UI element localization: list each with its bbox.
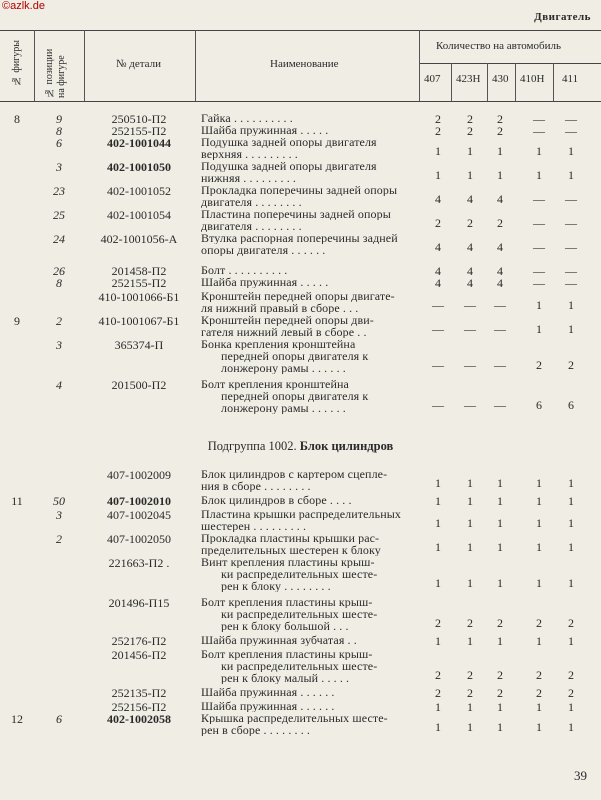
part-name [201,508,417,532]
position-number: 2 [56,532,62,546]
quantity-cell: 1 [435,720,441,734]
quantity-cell: 1 [568,720,574,734]
part-name-line: пределительных шестерен к блоку [201,544,381,556]
part-number: 201500-П2 [111,378,167,392]
part-name-line: Шайба пружинная . . . . . . [201,700,335,712]
part-name-line: Шайба пружинная . . . . . [201,124,329,136]
subgroup-heading [0,439,601,454]
part-name-line: Прокладка поперечины задней опоры [201,184,398,196]
position-number: 50 [53,494,65,508]
quantity-cell: 1 [467,516,473,530]
part-name-line: двигателя . . . . . . . . [201,196,302,208]
quantity-cell: 2 [497,668,503,682]
header-model: 410Н [520,73,545,85]
part-name [201,276,417,288]
quantity-cell: 1 [497,634,503,648]
quantity-cell: — [565,216,577,230]
section-title: Двигатель [534,11,591,23]
quantity-cell: 1 [435,634,441,648]
quantity-cell: 4 [467,264,473,278]
position-number: 9 [56,112,62,126]
quantity-cell: — [533,216,545,230]
part-name-line: лонжерону рамы . . . . . . [221,402,346,414]
quantity-cell: 1 [568,540,574,554]
part-name-line: Кронштейн передней опоры двигате- [201,290,395,302]
part-number: 252176-П2 [111,634,167,648]
position-number: 8 [56,124,62,138]
part-number: 410-1001067-Б1 [98,314,180,328]
col-divider [34,30,35,101]
part-name [201,290,417,314]
col-divider [515,63,516,101]
part-name-line: Блок цилиндров с картером сцепле- [201,468,388,480]
part-name [201,494,417,506]
quantity-cell: 1 [536,700,542,714]
quantity-cell: 1 [435,516,441,530]
quantity-cell: 1 [497,476,503,490]
part-number: 250510-П2 [111,112,167,126]
quantity-cell: 4 [497,264,503,278]
part-number: 402-1002058 [107,712,171,726]
figure-number: 11 [11,494,23,508]
quantity-cell: 4 [467,240,473,254]
quantity-cell: — [565,124,577,138]
quantity-cell: 4 [497,192,503,206]
quantity-cell: 1 [536,168,542,182]
quantity-cell: 1 [568,700,574,714]
part-name-line: Шайба пружинная зубчатая . . [201,634,357,646]
quantity-cell: 1 [568,634,574,648]
quantity-cell: — [432,358,444,372]
quantity-cell: 2 [568,358,574,372]
part-number: 252155-П2 [111,276,167,290]
position-number: 6 [56,136,62,150]
quantity-cell: 1 [435,540,441,554]
quantity-cell: 1 [435,494,441,508]
quantity-cell: 2 [536,686,542,700]
part-number: 410-1001066-Б1 [98,290,180,304]
quantity-cell: 2 [497,686,503,700]
quantity-cell: — [565,240,577,254]
quantity-cell: 1 [536,576,542,590]
position-number: 3 [56,508,62,522]
part-name-line: Прокладка пластины крышки рас- [201,532,380,544]
quantity-cell: 1 [568,322,574,336]
quantity-cell: 4 [467,192,473,206]
watermark: ©azlk.de [2,0,45,12]
quantity-cell: 2 [435,112,441,126]
header-top-rule [0,30,601,31]
part-name-line: Болт крепления кронштейна [201,378,349,390]
position-number: 2 [56,314,62,328]
part-name [201,232,417,256]
quantity-cell: — [565,264,577,278]
header-bottom-rule [0,101,601,102]
quantity-cell: 1 [497,700,503,714]
quantity-cell: 2 [568,686,574,700]
quantity-cell: 2 [536,668,542,682]
part-number: 407-1002009 [107,468,171,482]
quantity-cell: 1 [435,700,441,714]
position-number: 6 [56,712,62,726]
part-name [201,124,417,136]
part-name [201,532,417,556]
col-divider [553,63,554,101]
part-number: 365374-П [114,338,164,352]
col-divider [195,30,196,101]
part-name-line: Втулка распорная поперечины задней [201,232,398,244]
part-number: 402-1001052 [107,184,171,198]
part-name [201,314,417,338]
quantity-cell: — [533,264,545,278]
quantity-cell: 4 [467,276,473,290]
quantity-cell: 1 [568,476,574,490]
part-name-line: ки распределительных шесте- [221,660,378,672]
quantity-cell: 1 [536,720,542,734]
quantity-cell: 1 [536,298,542,312]
part-name-line: Шайба пружинная . . . . . [201,276,329,288]
quantity-cell: — [533,192,545,206]
quantity-cell: 4 [497,240,503,254]
header-name: Наименование [270,58,339,70]
part-name [201,136,417,160]
part-name [201,264,417,276]
quantity-cell: 2 [497,112,503,126]
quantity-cell: 1 [497,516,503,530]
part-number: 402-1001044 [107,136,171,150]
figure-number: 9 [14,314,20,328]
quantity-cell: 1 [497,540,503,554]
quantity-cell: 2 [435,216,441,230]
quantity-cell: 1 [497,144,503,158]
quantity-cell: 1 [536,144,542,158]
part-number: 252135-П2 [111,686,167,700]
part-number: 407-1002045 [107,508,171,522]
quantity-cell: — [464,322,476,336]
quantity-cell: 1 [568,298,574,312]
quantity-cell: 1 [568,494,574,508]
quantity-cell: 4 [435,276,441,290]
quantity-cell: — [494,322,506,336]
quantity-cell: 1 [467,576,473,590]
quantity-cell: 1 [435,576,441,590]
part-name-line: Крышка распределительных шесте- [201,712,388,724]
part-name-line: передней опоры двигателя к [221,350,369,362]
quantity-cell: 2 [467,124,473,138]
part-name [201,468,417,492]
part-name-line: рен к блоку малый . . . . . [221,672,350,684]
quantity-cell: 4 [435,264,441,278]
header-model: 407 [424,73,441,85]
quantity-cell: 1 [435,168,441,182]
quantity-cell: — [432,322,444,336]
quantity-cell: 2 [435,668,441,682]
quantity-cell: — [464,358,476,372]
col-divider [451,63,452,101]
quantity-cell: 1 [536,634,542,648]
part-name [201,556,417,592]
part-name [201,686,417,698]
quantity-cell: — [533,112,545,126]
part-number: 407-1002010 [107,494,171,508]
quantity-cell: — [565,192,577,206]
quantity-cell: 1 [497,576,503,590]
position-number: 23 [53,184,65,198]
quantity-cell: 1 [536,494,542,508]
quantity-cell: 2 [568,616,574,630]
figure-number: 8 [14,112,20,126]
quantity-cell: 2 [497,216,503,230]
position-number: 3 [56,160,62,174]
quantity-cell: 1 [536,516,542,530]
quantity-cell: 2 [435,124,441,138]
quantity-cell: 1 [467,144,473,158]
part-name [201,160,417,184]
quantity-cell: 2 [435,616,441,630]
quantity-cell: 2 [467,668,473,682]
page-number: 39 [574,768,587,783]
part-name-line: лонжерону рамы . . . . . . [221,362,346,374]
part-number: 221663-П2 . [108,556,170,570]
quantity-cell: 1 [467,494,473,508]
quantity-cell: — [432,398,444,412]
part-name-line: Болт . . . . . . . . . . [201,264,288,276]
subgroup-title: Блок цилиндров [299,439,394,453]
part-name-line: Бонка крепления кронштейна [201,338,356,350]
part-name-line: Гайка . . . . . . . . . . [201,112,293,124]
quantity-cell: 1 [467,700,473,714]
part-name [201,712,417,736]
part-name-line: Кронштейн передней опоры дви- [201,314,374,326]
quantity-cell: — [494,398,506,412]
col-divider [487,63,488,101]
position-number: 3 [56,338,62,352]
part-name-line: Блок цилиндров в сборе . . . . [201,494,352,506]
part-name [201,378,417,414]
quantity-cell: 6 [568,398,574,412]
part-name [201,596,417,632]
quantity-cell: 1 [467,476,473,490]
quantity-cell: 2 [497,616,503,630]
part-name-line: рен к блоку . . . . . . . . [221,580,331,592]
part-name [201,208,417,232]
quantity-cell: — [533,124,545,138]
position-number: 24 [53,232,65,246]
part-name-line: Подушка задней опоры двигателя [201,136,377,148]
part-number: 402-1001050 [107,160,171,174]
part-name [201,338,417,374]
quantity-cell: 1 [497,720,503,734]
part-name-line: Пластина крышки распределительных [201,508,402,520]
quantity-cell: 2 [568,668,574,682]
quantity-cell: — [494,358,506,372]
part-name-line: гателя нижний левый в сборе . . [201,326,367,338]
header-fig: № фигуры [11,40,22,87]
part-name-line: Болт крепления пластины крыш- [201,596,373,608]
part-name-line: Шайба пружинная . . . . . . [201,686,335,698]
part-name [201,700,417,712]
part-name-line: ки распределительных шесте- [221,608,378,620]
part-number: 402-1001056-А [100,232,178,246]
figure-number: 12 [11,712,23,726]
quantity-cell: 1 [467,540,473,554]
part-name-line: Болт крепления пластины крыш- [201,648,373,660]
quantity-cell: — [494,298,506,312]
part-name-line: верхняя . . . . . . . . . [201,148,298,160]
quantity-cell: 2 [467,686,473,700]
header-model: 411 [562,73,579,85]
quantity-cell: — [533,240,545,254]
part-number: 201458-П2 [111,264,167,278]
quantity-cell: 1 [568,168,574,182]
header-model: 423Н [456,73,481,85]
part-name-line: ки распределительных шесте- [221,568,378,580]
position-number: 25 [53,208,65,222]
quantity-cell: 1 [536,476,542,490]
quantity-cell: 6 [536,398,542,412]
part-name [201,648,417,684]
position-number: 26 [53,264,65,278]
quantity-cell: 4 [435,192,441,206]
part-number: 201496-П15 [108,596,170,610]
quantity-cell: 1 [568,576,574,590]
quantity-cell: 1 [467,720,473,734]
quantity-cell: 1 [467,168,473,182]
part-name-line: Подушка задней опоры двигателя [201,160,377,172]
part-name-line: рен в сборе . . . . . . . . [201,724,311,736]
quantity-cell: — [565,112,577,126]
quantity-cell: 1 [568,144,574,158]
quantity-cell: 1 [467,634,473,648]
quantity-cell: 4 [435,240,441,254]
qty-divider [419,63,601,64]
quantity-cell: — [464,398,476,412]
quantity-cell: — [565,276,577,290]
part-number: 402-1001054 [107,208,171,222]
position-number: 4 [56,378,62,392]
quantity-cell: 2 [536,358,542,372]
header-model: 430 [492,73,509,85]
part-number: 407-1002050 [107,532,171,546]
part-name-line: опоры двигателя . . . . . . [201,244,326,256]
part-name [201,112,417,124]
quantity-cell: 1 [536,540,542,554]
part-name-line: рен к блоку большой . . . [221,620,349,632]
part-name-line: ния в сборе . . . . . . . . [201,480,311,492]
quantity-cell: 1 [497,168,503,182]
part-name-line: шестерен . . . . . . . . . [201,520,307,532]
col-divider [84,30,85,101]
header-qty: Количество на автомобиль [436,40,561,52]
quantity-cell: 4 [497,276,503,290]
header-pos: № позиции на фигуре [44,48,67,98]
part-name-line: Пластина поперечины задней опоры [201,208,391,220]
quantity-cell: — [432,298,444,312]
part-name-line: передней опоры двигателя к [221,390,369,402]
quantity-cell: — [533,276,545,290]
quantity-cell: 2 [467,112,473,126]
header-part: № детали [116,58,162,70]
quantity-cell: 1 [568,516,574,530]
part-name [201,634,417,646]
quantity-cell: 1 [536,322,542,336]
quantity-cell: 1 [435,476,441,490]
quantity-cell: 2 [467,216,473,230]
quantity-cell: — [464,298,476,312]
part-name-line: Винт крепления пластины крыш- [201,556,375,568]
quantity-cell: 2 [497,124,503,138]
part-name-line: ля нижний правый в сборе . . . [201,302,359,314]
part-name-line: нижняя . . . . . . . . . [201,172,296,184]
quantity-cell: 2 [467,616,473,630]
part-number: 252156-П2 [111,700,167,714]
quantity-cell: 1 [435,144,441,158]
quantity-cell: 2 [536,616,542,630]
position-number: 8 [56,276,62,290]
quantity-cell: 1 [497,494,503,508]
quantity-cell: 2 [435,686,441,700]
part-number: 252155-П2 [111,124,167,138]
part-name [201,184,417,208]
subgroup-prefix: Подгруппа 1002. [207,439,297,453]
part-number: 201456-П2 [111,648,167,662]
part-name-line: двигателя . . . . . . . . [201,220,302,232]
col-divider [419,30,420,101]
